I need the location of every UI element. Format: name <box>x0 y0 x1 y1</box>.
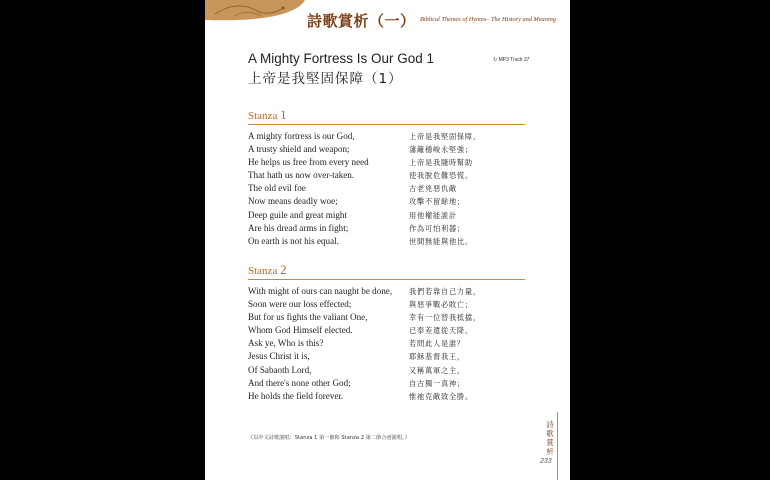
song-title-chinese: 上帝是我堅固保障（1） <box>248 71 403 87</box>
stanza-label: Stanza <box>248 265 281 277</box>
lyric-line: But for us fights the valiant One, <box>248 312 368 323</box>
lyric-line: 幸有一位替我抵擋， <box>409 313 481 323</box>
lyric-line: 已奉差遣從天降。 <box>409 326 473 336</box>
lyric-line: 攻擊不留餘地； <box>409 197 465 207</box>
side-divider <box>557 412 558 480</box>
stanza-2-english-lines <box>248 285 392 403</box>
lyric-line: Ask ye, Who is this? <box>248 338 324 349</box>
lyric-line: 藩籬穩峻永堅強； <box>409 145 473 155</box>
lyric-line: 我們若靠自己力量， <box>409 287 481 296</box>
lyric-line: Deep guile and great might <box>248 209 347 220</box>
lyric-line: On earth is not his equal. <box>248 235 339 246</box>
stanza-number: 2 <box>280 262 287 277</box>
lyric-line: He holds the field forever. <box>248 390 344 401</box>
page-number: 233 <box>540 458 552 465</box>
stanza-1-divider <box>248 124 525 125</box>
lyric-line: 與惡爭戰必敗亡； <box>409 300 473 310</box>
lyric-line: Are his dread arms in fight; <box>248 222 349 233</box>
stanza-number: 1 <box>280 107 287 122</box>
lyric-line: A trusty shield and weapon; <box>248 144 350 155</box>
stanza-2-divider <box>248 279 525 280</box>
lyric-line: That hath us now over-taken. <box>248 170 355 181</box>
lyric-line: Soon were our loss effected; <box>248 299 352 310</box>
stanza-2-heading <box>248 262 287 278</box>
side-title-char: 詩 <box>546 420 554 429</box>
lyric-line: 古老兇惡仇敵 <box>409 184 457 194</box>
lyric-line: 耶穌基督我王， <box>409 352 465 362</box>
book-page <box>205 0 570 480</box>
stanza-1-heading <box>248 107 287 123</box>
lyric-line: 上帝是我隨時幫助 <box>409 158 473 168</box>
lyric-line: 使我脫危難恐慌。 <box>409 171 473 181</box>
stanza-1-chinese-lines <box>409 130 481 248</box>
lyric-line: Jesus Christ it is, <box>248 351 310 362</box>
song-title-english: A Mighty Fortress Is Our God 1 <box>248 51 435 66</box>
side-title-char: 析 <box>546 447 554 456</box>
corner-ornament <box>205 0 305 22</box>
side-title-char: 賞 <box>546 438 554 447</box>
lyric-line: 惟祂克敵致全勝。 <box>409 391 473 401</box>
header-subtitle: Biblical Themes of Hymns– The History and Meaning <box>420 16 556 23</box>
side-title-char: 歌 <box>546 429 554 438</box>
mp3-track-text: MP3 Track 37 <box>498 57 530 63</box>
replay-icon: ↻ <box>493 57 498 63</box>
lyric-line: He helps us free from every need <box>248 157 369 168</box>
lyric-line: 用他權能詭計 <box>409 210 457 220</box>
lyric-line: And there's none other God; <box>248 377 351 388</box>
side-running-title <box>545 420 555 456</box>
lyric-line: The old evil foe <box>248 183 306 194</box>
lyric-line: Now means deadly woe; <box>248 196 338 207</box>
stanza-label: Stanza <box>248 110 281 122</box>
lyric-line: A mighty fortress is our God, <box>248 131 355 141</box>
lyric-line: 若問此人是誰？ <box>409 339 465 349</box>
lyric-line: 自古獨一真神； <box>409 378 465 388</box>
header-title: 詩歌賞析（一） <box>307 12 416 30</box>
lyric-line: 上帝是我堅固保障， <box>409 132 481 141</box>
lyric-line: 世間無能與他比。 <box>409 236 473 246</box>
lyric-line: With might of ours can naught be done, <box>248 286 393 296</box>
stanza-2-chinese-lines <box>409 285 481 403</box>
lyric-line: 又稱萬軍之主， <box>409 365 465 375</box>
lyric-line: Whom God Himself elected. <box>248 325 353 336</box>
lyric-line: 作為可怕利器； <box>409 223 465 233</box>
mp3-track-label <box>493 57 529 63</box>
lyric-line: Of Sabaoth Lord, <box>248 364 312 375</box>
footnote: 《以中文詩歌演唱：Stanza 1 第一節和 Stanza 2 第二節合爸演唱。》 <box>248 435 410 441</box>
stanza-1-english-lines <box>248 130 369 248</box>
